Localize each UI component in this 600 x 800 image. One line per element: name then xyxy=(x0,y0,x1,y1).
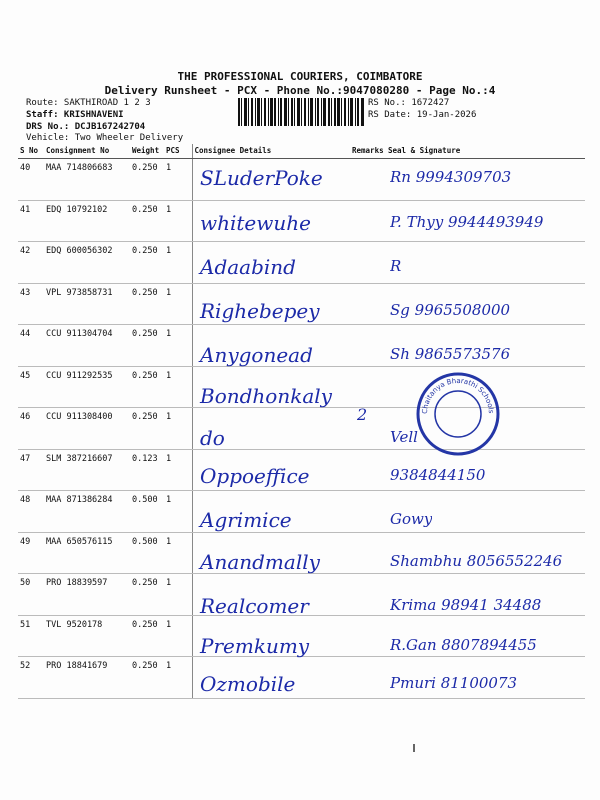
staff-label: Staff: KRISHNAVENI xyxy=(26,110,124,120)
row-consignment-no: PRO 18841679 xyxy=(44,657,130,699)
row45-mark: 2 xyxy=(357,405,368,424)
table-header-row xyxy=(18,144,585,159)
consignee-handwriting: Agrimice xyxy=(200,508,292,532)
signature-handwriting: Sh 9865573576 xyxy=(390,345,511,363)
row-remarks-cell xyxy=(350,657,386,699)
row-sno: 49 xyxy=(18,532,44,574)
col-consignee: Consignee Details xyxy=(192,144,350,159)
row-remarks-cell xyxy=(350,159,386,201)
table-row xyxy=(18,491,585,533)
row-remarks-cell xyxy=(350,615,386,657)
row-consignment-no: MAA 871386284 xyxy=(44,491,130,533)
row-consignment-no: SLM 387216607 xyxy=(44,449,130,491)
margin-tick xyxy=(413,744,415,752)
row-weight: 0.500 xyxy=(130,532,164,574)
row-weight: 0.250 xyxy=(130,283,164,325)
signature-handwriting: Krima 98941 34488 xyxy=(390,596,542,614)
row-remarks-cell xyxy=(350,574,386,616)
row-weight: 0.250 xyxy=(130,200,164,242)
row-sno: 45 xyxy=(18,366,44,408)
row-pcs: 1 xyxy=(164,449,192,491)
row-pcs: 1 xyxy=(164,408,192,450)
signature-handwriting: P. Thyy 9944493949 xyxy=(390,213,544,231)
row-consignment-no: CCU 911292535 xyxy=(44,366,130,408)
col-pcs: PCS xyxy=(164,144,192,159)
row-consignment-no: EDQ 600056302 xyxy=(44,242,130,284)
row-consignment-no: PRO 18839597 xyxy=(44,574,130,616)
row-pcs: 1 xyxy=(164,283,192,325)
institution-stamp xyxy=(416,372,500,456)
rs-date: RS Date: 19-Jan-2026 xyxy=(368,110,477,120)
row-remarks-cell xyxy=(350,532,386,574)
row-consignment-no: MAA 650576115 xyxy=(44,532,130,574)
row-pcs: 1 xyxy=(164,532,192,574)
row-weight: 0.500 xyxy=(130,491,164,533)
row-sno: 44 xyxy=(18,325,44,367)
row-sno: 40 xyxy=(18,159,44,201)
row-consignment-no: CCU 911308400 xyxy=(44,408,130,450)
consignee-handwriting: do xyxy=(200,426,225,450)
col-weight: Weight xyxy=(130,144,164,159)
barcode xyxy=(238,98,364,126)
row-weight: 0.123 xyxy=(130,449,164,491)
drs-number: DRS No.: DCJB167242704 xyxy=(26,122,146,132)
consignee-handwriting: SLuderPoke xyxy=(200,166,323,190)
row-remarks-cell xyxy=(350,242,386,284)
row-consignment-no: EDQ 10792102 xyxy=(44,200,130,242)
signature-handwriting: Shambhu 8056552246 xyxy=(390,552,563,570)
company-title: THE PROFESSIONAL COURIERS, COIMBATORE xyxy=(177,70,423,83)
row-sno: 41 xyxy=(18,200,44,242)
signature-handwriting: Pmuri 81100073 xyxy=(390,674,518,692)
signature-handwriting: Rn 9994309703 xyxy=(390,168,512,186)
signature-handwriting: Sg 9965508000 xyxy=(390,301,511,319)
col-sno: S No xyxy=(18,144,44,159)
row-sno: 42 xyxy=(18,242,44,284)
runsheet-subtitle: Delivery Runsheet - PCX - Phone No.:9047080280 - Page No.:4 xyxy=(104,84,496,97)
row-remarks-cell xyxy=(350,325,386,367)
signature-handwriting: 9384844150 xyxy=(390,466,486,484)
consignee-handwriting: Anandmally xyxy=(200,550,320,574)
row-pcs: 1 xyxy=(164,491,192,533)
row-sno: 52 xyxy=(18,657,44,699)
signature-handwriting: Vell xyxy=(390,428,418,446)
row-remarks-cell xyxy=(350,200,386,242)
row-pcs: 1 xyxy=(164,657,192,699)
row-sno: 47 xyxy=(18,449,44,491)
stamp-text: Chaitanya Bharathi Schools xyxy=(420,376,496,415)
col-consignment: Consignment No xyxy=(44,144,130,159)
row-remarks-cell xyxy=(350,366,386,408)
row-seal-cell xyxy=(386,242,585,284)
row-weight: 0.250 xyxy=(130,657,164,699)
row-weight: 0.250 xyxy=(130,574,164,616)
row-remarks-cell xyxy=(350,449,386,491)
row-consignment-no: MAA 714806683 xyxy=(44,159,130,201)
consignee-handwriting: Ozmobile xyxy=(200,672,296,696)
row-consignment-no: TVL 9520178 xyxy=(44,615,130,657)
row-consignment-no: CCU 911304704 xyxy=(44,325,130,367)
row-remarks-cell xyxy=(350,491,386,533)
consignee-handwriting: Bondhonkaly xyxy=(200,384,332,408)
row-pcs: 1 xyxy=(164,615,192,657)
row-sno: 51 xyxy=(18,615,44,657)
row-pcs: 1 xyxy=(164,242,192,284)
row-weight: 0.250 xyxy=(130,325,164,367)
row-pcs: 1 xyxy=(164,159,192,201)
row-pcs: 1 xyxy=(164,574,192,616)
vehicle-label: Vehicle: Two Wheeler Delivery xyxy=(26,133,184,143)
row-weight: 0.250 xyxy=(130,366,164,408)
signature-handwriting: R.Gan 8807894455 xyxy=(390,636,537,654)
row-sno: 50 xyxy=(18,574,44,616)
row-sno: 48 xyxy=(18,491,44,533)
row-consignment-no: VPL 973858731 xyxy=(44,283,130,325)
consignee-handwriting: Anygonead xyxy=(200,343,313,367)
signature-handwriting: R xyxy=(390,257,402,275)
consignee-handwriting: whitewuhe xyxy=(200,211,311,235)
row-weight: 0.250 xyxy=(130,408,164,450)
row-sno: 46 xyxy=(18,408,44,450)
row-weight: 0.250 xyxy=(130,242,164,284)
consignee-handwriting: Oppoeffice xyxy=(200,464,310,488)
row-sno: 43 xyxy=(18,283,44,325)
row-pcs: 1 xyxy=(164,200,192,242)
rs-number: RS No.: 1672427 xyxy=(368,98,450,108)
consignee-handwriting: Premkumy xyxy=(200,634,310,658)
col-remarks: Remarks xyxy=(350,144,386,159)
row-remarks-cell xyxy=(350,283,386,325)
row-weight: 0.250 xyxy=(130,159,164,201)
row-weight: 0.250 xyxy=(130,615,164,657)
route-label: Route: SAKTHIROAD 1 2 3 xyxy=(26,98,151,108)
table-row xyxy=(18,242,585,284)
row-remarks-cell xyxy=(350,408,386,450)
row-pcs: 1 xyxy=(164,366,192,408)
row-pcs: 1 xyxy=(164,325,192,367)
consignee-handwriting: Realcomer xyxy=(200,594,309,618)
col-seal: Seal & Signature xyxy=(386,144,585,159)
consignee-handwriting: Adaabind xyxy=(200,255,296,279)
consignee-handwriting: Righebepey xyxy=(200,299,320,323)
signature-handwriting: Gowy xyxy=(390,510,433,528)
